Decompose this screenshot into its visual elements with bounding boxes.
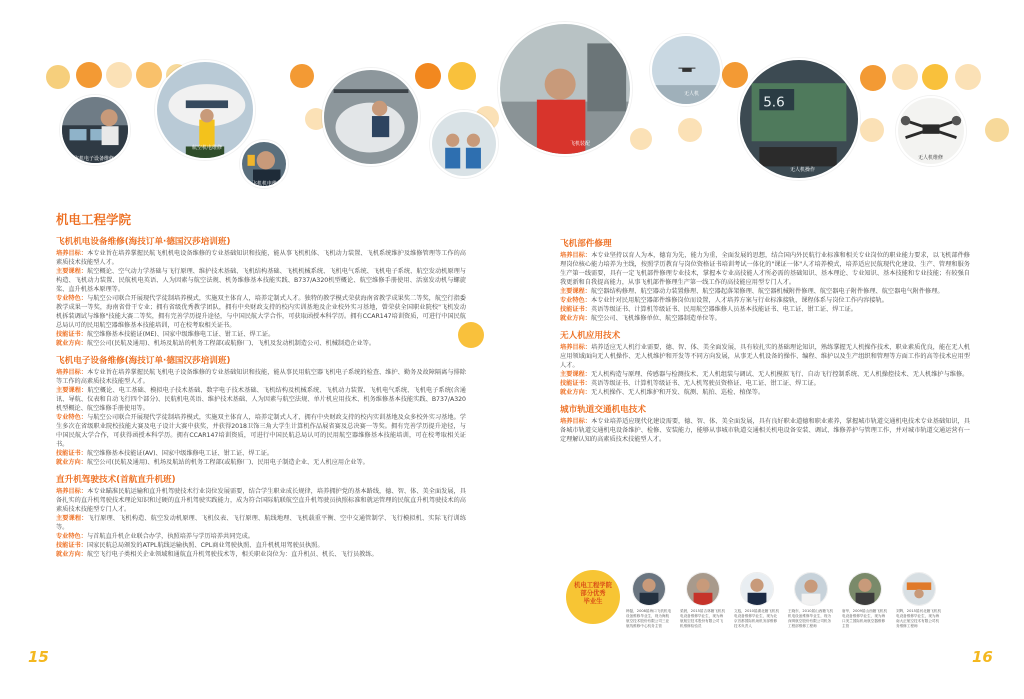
left-column (56, 236, 466, 559)
program-jobs: 就业方向：航空公司(民航及通用)、机场及航站的机务工程部(或航修厂)、飞机及发动机制造公司、机械制造企业等。 (56, 340, 376, 347)
program-feature: 专业特色：与航空公司联合开展现代学徒制培养模式，实施双主体育人，培养定制式人才，拥有中央财政支持的校内实训基地及众多校外实习基地。学生多次在省级职业院校技能大赛及电子设计大赛中获奖，并获得2018卫饰三角大学生计算机作品展省赛及总决赛一等奖。拥有完善学历提升途径，与中国民航大学合作，可获得函授本科学历。拥有CCAR147培训资质，可进行中国民航总局认可的民用航空器维修基本技能培训，可在校考取相关证书。 (56, 414, 466, 448)
program-courses: 主要课程：航空器结构修理、航空器动力装置修理、航空器起落架修理、航空器机械附件修理、航空器电子附件修理、航空器电气附件修理。 (560, 288, 944, 295)
alumni-card (680, 572, 726, 629)
program-feature: 专业特色：与航空公司联合开展现代学徒制培养模式，实施双主体育人，培养定制式人才。独特的教学模式荣获海南省教学成果奖二等奖，航空行指委教学成果一等奖，海南省骨干专业；拥有省级优秀教学团队，拥有中央财政支持的校内实训基地及企业校外实习基地，曾荣获全国职业院校"飞机发动机拆装调试与维修"技能大赛二等奖，拥有完善学历提升途径，与中国民航大学合作，可获取函授本科学历。拥有CCAR147培训资质，可进行中国民航总局认可的民用航空器维修基本技能培训，可在校考取相关证书。 (56, 295, 466, 329)
alumni-photo (632, 572, 666, 606)
program-title: 直升机驾驶技术(首航直升机班) (56, 475, 176, 485)
alumni-card (734, 572, 780, 629)
program-title: 飞机机电设备维修(海技订单·德国汉莎培训班) (56, 237, 231, 247)
program-goal: 培养目标：本专业培养适应现代化建设需要，德、智、体、美全面发展，具有良好职业道德和职业素养，掌握城市轨道交通机电技术专业基础知识，具备城市轨道交通机电设备维护、检修、安装能力，能够从事城市轨道交通相关机电设备安装、调试、维修养护与管理工作，并对城市轨道交通运营有一定理解认知的高素质技术技能型人才。 (560, 418, 970, 443)
program-goal: 培养目标：本专业旨在培养掌握民航飞机电子设备维修的专业基础知识和技能，能从事民用航空器飞机电子系统的检查、维护、勤务及故障隔离与排除等工作的高素质技术技能型人才。 (56, 369, 466, 385)
program-goal: 培养目标：本专业瞄准民航运输和直升机驾驶技术行业岗位发展需要，结合学生职业成长规律，培养拥护党的基本路线，德、智、体、美全面发展，具备扎实的直升机驾驶技术理论知识和过硬的直升机驾驶实践能力，成为符合国际航联航空直升机驾驶员执照标准和就运管理的民航直升机驾驶技术的高素质技术技能型专门人才。 (56, 488, 466, 513)
program-title: 飞机部件修理 (560, 239, 612, 249)
decor-dot (678, 118, 702, 142)
program-jobs: 就业方向：航空公司、飞机维修单位、航空器制造单位等。 (560, 315, 721, 322)
program-title: 飞机电子设备维修(海技订单·德国汉莎培训班) (56, 356, 231, 366)
program-courses: 主要课程：无人机构造与原理、传感器与检测技术、无人机组装与调试、无人机模拟飞行、自动飞行控制系统、无人机操控技术、无人机维护与维修。 (560, 371, 969, 378)
program-courses: 主要课程：航空概论、电工基础、模拟电子技术基础、数字电子技术基础、飞机结构及机械系统、飞机动力装置、飞机电气系统、飞机电子系统(含通讯、导航、仪表和自动飞行四个部分)、民航机电英语、维护技术基础、人为因素与航空法规、单片机应用技术、机务维修基本技能实践、B737/A320机型概论、航空维修手册使用等。 (56, 387, 466, 412)
program-title: 城市轨道交通机电技术 (560, 405, 646, 415)
decor-dot (136, 62, 162, 88)
program-goal: 培养目标：本专业坚持以育人为本，德育为先，能力为重，全面发展的思想，结合国内外民航行业标准和相关专业岗位的职业能力要求，以飞机部件修理岗位核心能力培养为主线，按照学历教育与岗位资格证书培训考试一体化的"课证一体"人才培养模式，培养适应民航现代化建设、生产、管理和服务生产第一线需要，具有一定飞机部件修理专业技术，掌握本专业高技能人才所必需的基础知识、基本理论、专业知识、基本技能和专业技能；有较强自我更新和自我提高能力，从事飞机部件修理生产第一线工作的高技能应用型专门人才。 (560, 252, 970, 286)
alumni-description: 文彪，2010届湖北籍飞机机电设备维修毕业生，现为北京首都国际机场机务部维修技术负责人 (734, 609, 780, 628)
program-goal: 培养目标：培养适应无人机行业需要，德、智、体、美全面发展，具有较扎实的基础理论知识，熟练掌握无人机操作技术，职业素质优良，能在无人机应用领域面向无人机操作、无人机维护和开发等不同方向发展，从事无人机设备的操作、编程、维护以及生产组织和管理等方面工作的高等技术应用型人才。 (560, 344, 970, 369)
decor-dot (985, 118, 1009, 142)
program-jobs: 就业方向：航空飞行电子类相关企业领域和通航直升机驾驶技术等，相关职业岗位为：直升机员、机长、飞行员教练。 (56, 551, 378, 558)
program-goal: 培养目标：本专业旨在培养掌握民航飞机机电设备维修的专业基础知识和技能，能从事飞机机体、飞机动力装置、飞机系统维护及维修管理等工作的高素质技术技能型人才。 (56, 250, 466, 266)
alumni-description: 王晓东，2010届山西籍飞机机电设备维修毕业生，现为深圳航空股份有限公司机务工程部维修工程师 (788, 609, 834, 628)
photo-caption: 无人机操作 (790, 167, 816, 173)
photo-caption: 无人机维修 (918, 155, 944, 161)
program-jobs: 就业方向：航空公司(民航及通用)、机场及航站的机务工程部(或航修厂)、民用电子制造企业、无人机应用企业等。 (56, 459, 369, 466)
program-certificates: 技能证书：航空维修基本技能证(AV)、国家中级维修电工证、钳工证、焊工证。 (56, 450, 274, 457)
photo-helicopter (322, 68, 420, 166)
decor-dot (46, 65, 70, 89)
program-courses: 主要课程：航空概论、空气动力学基础与飞行原理、维护技术基础、飞机结构基础、飞机机械系统、飞机电气系统、飞机电子系统、航空发动机原理与构造、飞机动力装置、民航机电英语、人为因素与航空法规、机务维修基本技能实践、B737/A320机型概论、航空维修手册使用、活塞发动机与螺旋桨、直升机基本原理等。 (56, 268, 466, 293)
alumni-photo (686, 572, 720, 606)
program-certificates: 技能证书：英语等级证书、计算机等级证书、民用航空器维修人员基本技能证书、电工证、钳工证、焊工证。 (560, 306, 857, 313)
alumni-description: 韩磊，2008届海口飞机机电设备维修毕业生，现为海航航空技术股份有限公司三亚航线维修中心机务主管 (626, 609, 672, 628)
alumni-photo (740, 572, 774, 606)
decor-dot (922, 64, 948, 90)
photo-caption: 飞机电子设备维修 (74, 156, 115, 162)
decor-dot (860, 65, 886, 91)
alumni-card (788, 572, 834, 629)
alumni-card (626, 572, 672, 629)
right-column (560, 238, 970, 444)
alumni-description: 梁晨，2015届吉林籍飞机机电设备维修毕业生，现为海航航空技术股份有限公司飞机维修检验员 (680, 609, 726, 628)
program-feature: 专业特色：与首航直升机企业联合办学，执照培养与学历培养共同完成。 (56, 533, 254, 540)
photo-caption: 飞机装配 (570, 141, 591, 147)
decor-dot (892, 64, 918, 90)
program-certificates: 技能证书：英语等级证书、计算机等级证书、无人机驾驶员资格证、电工证、钳工证、焊工证。 (560, 380, 820, 387)
decor-dot (415, 63, 441, 89)
program-certificates: 技能证书：国家民航总局颁发的ATPL航线运输执照、CPL商业驾驶执照、直升机机用驾驶员执照。 (56, 542, 324, 549)
alumni-photo (902, 572, 936, 606)
department-title: 机电工程学院 (56, 212, 132, 227)
alumni-card (896, 572, 942, 629)
decor-dot (630, 128, 652, 150)
decor-dot (860, 118, 884, 142)
program-jobs: 就业方向：无人机操作、无人机维护和开发、航测、航拍、巡检、植保等。 (560, 389, 765, 396)
page-number-left: 15 (28, 648, 49, 666)
photo-engineer (498, 22, 632, 156)
program-courses: 主要课程：飞行原理、飞机构造、航空发动机原理、飞机仪表、飞行原理、航线地理、飞机载重平衡、空中交通管制学、飞行模拟机、实际飞行训练等。 (56, 515, 467, 531)
decor-dot (448, 62, 476, 90)
decor-dot (290, 64, 314, 88)
decor-dot (722, 62, 748, 88)
decor-dot (106, 62, 132, 88)
page-number-right: 16 (972, 648, 993, 666)
alumni-description: 刘辉，2015届河北籍飞机机电设备维修毕业生，现为海南大正航空技术有限公司机务维修工程师 (896, 609, 942, 628)
svg-text:5.6: 5.6 (763, 94, 785, 111)
program-title: 无人机应用技术 (560, 331, 621, 341)
photo-band (0, 0, 1024, 205)
photo-drone-controller (738, 58, 860, 180)
alumni-description: 唐华，2009届山西籍飞机机电设备维修毕业生，现为海口美兰国际机场航空器维修主管 (842, 609, 888, 628)
program-feature: 专业特色：本专业针对民用航空器部件维修岗位而设置，人才培养方案与行业标准接轨，课程体系与岗位工作内容接轨。 (560, 297, 888, 304)
photo-caption: 无人机 (684, 91, 700, 97)
photo-caption: 飞机机电维修 (252, 181, 283, 187)
program-certificates: 技能证书：航空维修基本技能证(ME)、国家中级维修电工证、钳工证、焊工证。 (56, 331, 275, 338)
alumni-badge: 机电工程学院 部分优秀 毕业生 (566, 570, 620, 624)
decor-dot (76, 62, 102, 88)
photo-group (430, 110, 498, 178)
alumni-photo (794, 572, 828, 606)
photo-caption: 航空机电维修 (192, 145, 223, 151)
alumni-photo (848, 572, 882, 606)
alumni-card (842, 572, 888, 629)
decor-dot (955, 64, 981, 90)
